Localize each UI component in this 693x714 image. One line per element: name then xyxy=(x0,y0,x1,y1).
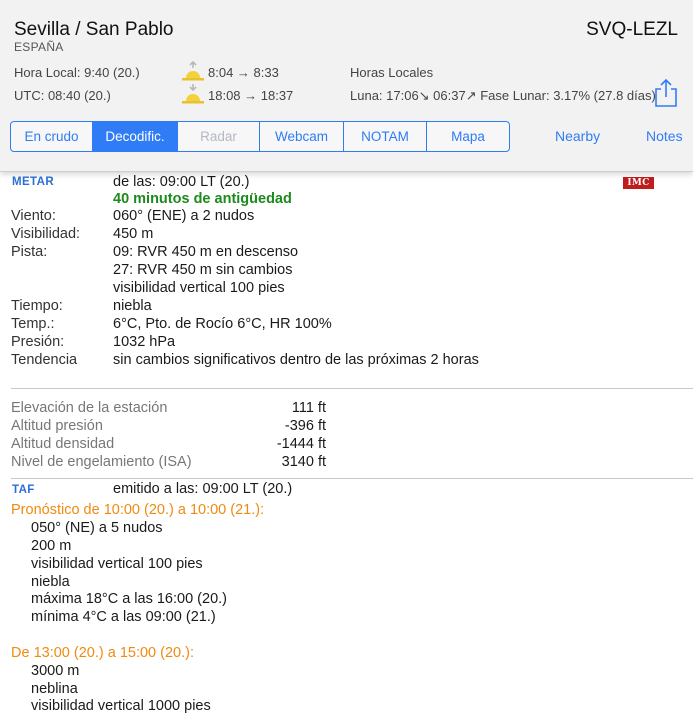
metar-row xyxy=(0,351,693,369)
metar-row-label: Viento: xyxy=(11,208,56,224)
metar-row-label: Tendencia xyxy=(11,352,78,368)
sunrise-time: 8:04 → 8:33 xyxy=(208,65,279,80)
sunset-time: 18:08 → 18:37 xyxy=(208,88,294,103)
metar-row xyxy=(0,333,693,351)
metar-row xyxy=(0,279,693,297)
local-time: Hora Local: 9:40 (20.) xyxy=(14,65,140,80)
metar-row xyxy=(0,207,693,225)
airport-code: SVQ-LEZL xyxy=(586,19,678,40)
taf-line: mínima 4°C a las 09:00 (21.) xyxy=(31,609,216,625)
station-value: 3140 ft xyxy=(281,454,326,470)
nearby-link[interactable]: Nearby xyxy=(555,128,601,144)
metar-age: 40 minutos de antigüedad xyxy=(113,191,292,207)
taf-line: visibilidad vertical 100 pies xyxy=(31,556,203,572)
metar-row xyxy=(0,243,693,261)
metar-row-value: sin cambios significativos dentro de las próximas 2 horas xyxy=(113,352,479,368)
taf-line: 3000 m xyxy=(31,663,80,679)
airport-name: Sevilla / San Pablo xyxy=(14,19,174,40)
metar-row-value: 27: RVR 450 m sin cambios xyxy=(113,262,293,278)
metar-row-value: 09: RVR 450 m en descenso xyxy=(113,244,299,260)
hours-label: Horas Locales xyxy=(350,65,434,80)
tab-webcam[interactable]: Webcam xyxy=(260,122,344,151)
metar-row xyxy=(0,297,693,315)
metar-row-label: Presión: xyxy=(11,334,65,350)
station-label: Altitud densidad xyxy=(11,436,115,452)
airport-country: ESPAÑA xyxy=(14,40,64,54)
metar-row-value: 450 m xyxy=(113,226,154,242)
taf-tag: TAF xyxy=(12,484,35,496)
metar-row-label: Temp.: xyxy=(11,316,55,332)
taf-issued: emitido a las: 09:00 LT (20.) xyxy=(113,481,293,497)
metar-row-value: 060° (ENE) a 2 nudos xyxy=(113,208,255,224)
metar-row xyxy=(0,225,693,243)
station-value: -396 ft xyxy=(284,418,326,434)
imc-badge: IMC xyxy=(623,177,654,189)
station-value: -1444 ft xyxy=(276,436,326,452)
sunset-icon xyxy=(181,83,205,105)
metar-tag: METAR xyxy=(12,176,55,188)
metar-row-label: Pista: xyxy=(11,244,48,260)
metar-row xyxy=(0,315,693,333)
taf-period-heading: Pronóstico de 10:00 (20.) a 10:00 (21.): xyxy=(11,502,265,518)
divider xyxy=(11,388,693,389)
taf-line: neblina xyxy=(31,681,78,697)
metar-row-value: 6°C, Pto. de Rocío 6°C, HR 100% xyxy=(113,316,332,332)
taf-line: 200 m xyxy=(31,538,72,554)
utc-time: UTC: 08:40 (20.) xyxy=(14,88,111,103)
view-segmented-control xyxy=(10,121,510,152)
metar-row-value: 1032 hPa xyxy=(113,334,176,350)
metar-row xyxy=(0,261,693,279)
station-label: Altitud presión xyxy=(11,418,103,434)
tab-map[interactable]: Mapa xyxy=(451,129,485,144)
station-label: Elevación de la estación xyxy=(11,400,168,416)
metar-row-value: niebla xyxy=(113,298,152,314)
sunrise-icon xyxy=(181,60,205,82)
taf-line: 050° (NE) a 5 nudos xyxy=(31,520,163,536)
share-icon[interactable] xyxy=(653,78,679,108)
tab-decoded[interactable]: Decodific. xyxy=(93,122,178,151)
tab-raw[interactable]: En crudo xyxy=(11,122,93,151)
moon-info: Luna: 17:06↘ 06:37↗ Fase Lunar: 3.17% (27.8 días) xyxy=(350,88,656,103)
taf-line: visibilidad vertical 1000 pies xyxy=(31,698,211,714)
metar-row-value: visibilidad vertical 100 pies xyxy=(113,280,285,296)
airport-header xyxy=(0,0,693,172)
metar-row-label: Visibilidad: xyxy=(11,226,81,242)
tab-radar: Radar xyxy=(178,122,260,151)
station-value: 111 ft xyxy=(291,400,326,416)
metar-issued: de las: 09:00 LT (20.) xyxy=(113,174,250,190)
taf-line: máxima 18°C a las 16:00 (20.) xyxy=(31,591,227,607)
taf-line: niebla xyxy=(31,574,70,590)
station-label: Nivel de engelamiento (ISA) xyxy=(11,454,192,470)
divider xyxy=(11,478,693,479)
taf-period-heading: De 13:00 (20.) a 15:00 (20.): xyxy=(11,645,194,661)
metar-row-label: Tiempo: xyxy=(11,298,63,314)
notes-link[interactable]: Notes xyxy=(646,128,683,144)
weather-report xyxy=(0,171,693,714)
tab-notam[interactable]: NOTAM xyxy=(344,122,427,151)
